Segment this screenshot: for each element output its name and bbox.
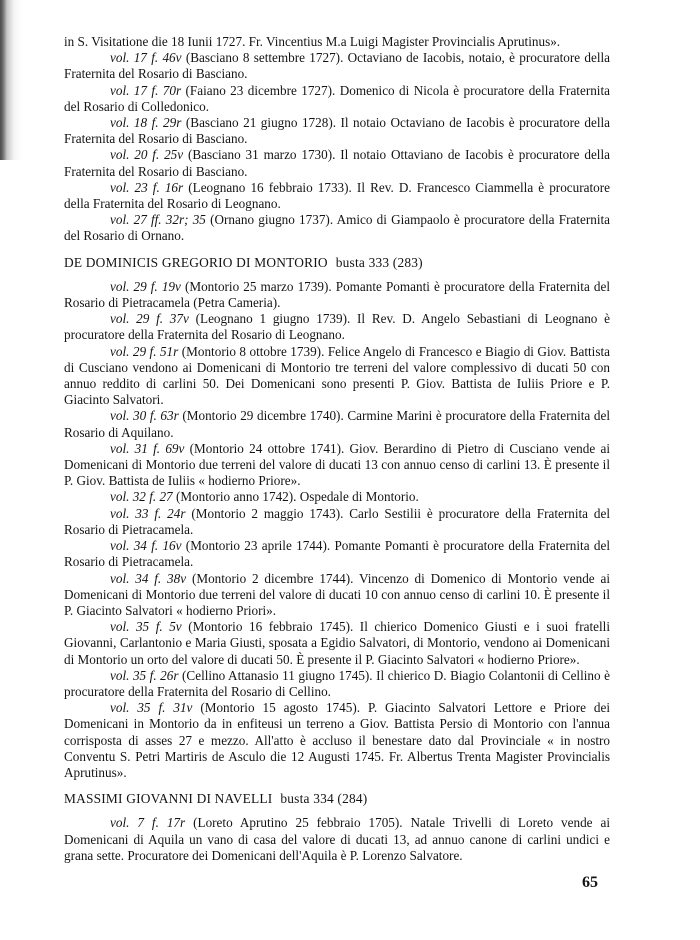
entry-paragraph <box>64 279 610 311</box>
busta-reference: busta 334 (284) <box>280 791 368 807</box>
volume-reference: vol. 27 ff. 32r; 35 <box>110 212 206 228</box>
entry-text: (Montorio 16 febbraio 1745). Il chierico Domenico Giusti e i suoi fratelli Giovanni, Carlantonio e Maria Giusti, sposata a Egidio Salvatori, di Montorio, vendono ai Domenicani di Montorio un orto del valore di ducati 50. È presente il P. Giacinto Salvatori « hodierno Priore». <box>64 619 610 667</box>
entry-paragraph <box>64 115 610 147</box>
volume-reference: vol. 18 f. 29r <box>110 115 182 131</box>
volume-reference: vol. 7 f. 17r <box>110 815 186 831</box>
entry-paragraph <box>64 700 610 781</box>
entry-text: (Cellino Attanasio 11 giugno 1745). Il chierico D. Biagio Colantonii di Cellino è procuratore della Fraternita del Rosario di Cellino. <box>64 667 610 699</box>
volume-reference: vol. 29 f. 51r <box>110 343 179 359</box>
entry-paragraph <box>64 489 610 505</box>
busta-reference: busta 333 (283) <box>335 254 423 270</box>
volume-reference: vol. 35 f. 26r <box>110 667 179 683</box>
volume-reference: vol. 35 f. 5v <box>110 619 182 635</box>
volume-reference: vol. 34 f. 16v <box>110 538 182 554</box>
entry-paragraph <box>64 668 610 700</box>
entry-text: (Montorio 23 aprile 1744). Pomante Pomanti è procuratore della Fraternita del Rosario di Pietracamela. <box>64 538 610 570</box>
section-heading <box>64 255 610 271</box>
notary-name: MASSIMI GIOVANNI DI NAVELLI <box>64 791 273 807</box>
entry-text: (Loreto Aprutino 25 febbraio 1705). Natale Trivelli di Loreto vende ai Domenicani di Aquila un vano di casa del valore di ducati 13, ad annuo canone di carlini undici e grana sette. Procuratore dei Domenicani dell'Aquila è P. Lorenzo Salvatore. <box>64 815 610 863</box>
volume-reference: vol. 31 f. 69v <box>110 440 185 456</box>
volume-reference: vol. 29 f. 37v <box>110 311 189 327</box>
entry-text: (Montorio 29 dicembre 1740). Carmine Marini è procuratore della Fraternita del Rosario di Aquilano. <box>64 408 610 440</box>
entry-paragraph <box>64 538 610 570</box>
entry-paragraph <box>64 815 610 864</box>
entry-text: (Faiano 23 dicembre 1727). Domenico di Nicola è procuratore della Fraternita del Rosario di Colledonico. <box>64 82 610 114</box>
entry-text: (Leognano 1 giugno 1739). Il Rev. D. Angelo Sebastiani di Leognano è procuratore della Fraternita del Rosario di Leognano. <box>64 311 610 343</box>
entry-text: (Montorio 2 dicembre 1744). Vincenzo di Domenico di Montorio vende ai Domenicani di Montorio due terreni del valore di ducati 10 con annuo censo di carlini 10. È presente il P. Giacinto Salvatori « hodierno Priori». <box>64 570 611 618</box>
entry-paragraph <box>64 408 610 440</box>
volume-reference: vol. 30 f. 63r <box>110 408 179 424</box>
document-body <box>64 34 610 864</box>
entry-text: (Leognano 16 febbraio 1733). Il Rev. D. Francesco Ciammella è procuratore della Fraternita del Rosario di Leognano. <box>64 179 610 212</box>
entry-text: (Montorio 25 marzo 1739). Pomante Pomanti è procuratore della Fraternita del Rosario di Pietracamela (Petra Cameria). <box>64 278 611 311</box>
entry-text: (Montorio 8 ottobre 1739). Felice Angelo di Francesco e Biagio di Giov. Battista di Cusciano vendono ai Domenicani di Montorio tre terreni del valore complessivo di ducati 50 con annuo reddito di carlini 50. Dei Domenicani sono presenti P. Giov. Battista de Iuliis Priore e P. Giacinto Salvatori. <box>64 343 610 408</box>
volume-reference: vol. 23 f. 16r <box>110 179 184 195</box>
entry-paragraph <box>64 344 610 409</box>
section-heading <box>64 791 610 807</box>
volume-reference: vol. 17 f. 70r <box>110 82 182 98</box>
entry-text: (Basciano 8 settembre 1727). Octaviano de Iacobis, notaio, è procuratore della Fraternita del Rosario di Basciano. <box>64 50 610 82</box>
volume-reference: vol. 17 f. 46v <box>110 50 182 66</box>
entry-text: (Ornano giugno 1737). Amico di Giampaolo è procuratore della Fraternita del Rosario di Ornano. <box>64 212 610 244</box>
volume-reference: vol. 29 f. 19v <box>110 278 181 294</box>
entry-text: (Basciano 21 giugno 1728). Il notaio Octaviano de Iacobis è procuratore della Fraternita del Rosario di Basciano. <box>64 115 610 147</box>
entry-paragraph <box>64 50 610 82</box>
entry-paragraph <box>64 147 610 179</box>
page-number: 65 <box>582 874 598 891</box>
scan-shadow-edge <box>0 0 22 160</box>
entry-paragraph <box>64 619 610 668</box>
entry-text: (Montorio 2 maggio 1743). Carlo Sestilii è procuratore della Fraternita del Rosario di Pietracamela. <box>64 505 610 537</box>
volume-reference: vol. 33 f. 24r <box>110 505 186 521</box>
entry-paragraph <box>64 506 610 538</box>
entry-text: (Montorio 24 ottobre 1741). Giov. Berardino di Pietro di Cusciano vende ai Domenicani di Montorio due terreni del valore di ducati 13 con annuo censo di carlini 13. È presente il P. Giov. Battista de Iuliis « hodierno Priore». <box>64 440 610 489</box>
entry-text: (Basciano 31 marzo 1730). Il notaio Ottaviano de Iacobis è procuratore della Fraternita del Rosario di Basciano. <box>64 147 610 179</box>
volume-reference: vol. 32 f. 27 <box>110 489 173 505</box>
volume-reference: vol. 20 f. 25v <box>110 147 184 163</box>
entry-paragraph <box>64 180 610 212</box>
volume-reference: vol. 34 f. 38v <box>110 570 187 586</box>
entry-paragraph <box>64 311 610 343</box>
entry-paragraph <box>64 441 610 490</box>
entry-text: (Montorio anno 1742). Ospedale di Montorio. <box>175 489 419 505</box>
volume-reference: vol. 35 f. 31v <box>110 700 193 716</box>
entry-text: (Montorio 15 agosto 1745). P. Giacinto Salvatori Lettore e Priore dei Domenicani in Montorio da in enfiteusi un terreno a Giov. Battista Persio di Montorio con l'annua corrisposta di asses 27 e mezzo. All'atto è accluso il benestare dato dal Provinciale « in nostro Conventu S. Petri Martiris de Asculo die 12 Augusti 1745. Fr. Albertus Trenta Magister Provincialis Aprutinus». <box>64 700 610 780</box>
paragraph-continuation: in S. Visitatione die 18 Iunii 1727. Fr. Vincentius M.a Luigi Magister Provincialis Aprutinus». <box>64 34 561 49</box>
notary-name: DE DOMINICIS GREGORIO DI MONTORIO <box>64 254 328 270</box>
entry-paragraph <box>64 212 610 244</box>
entry-paragraph <box>64 83 610 115</box>
entry-paragraph <box>64 571 610 620</box>
